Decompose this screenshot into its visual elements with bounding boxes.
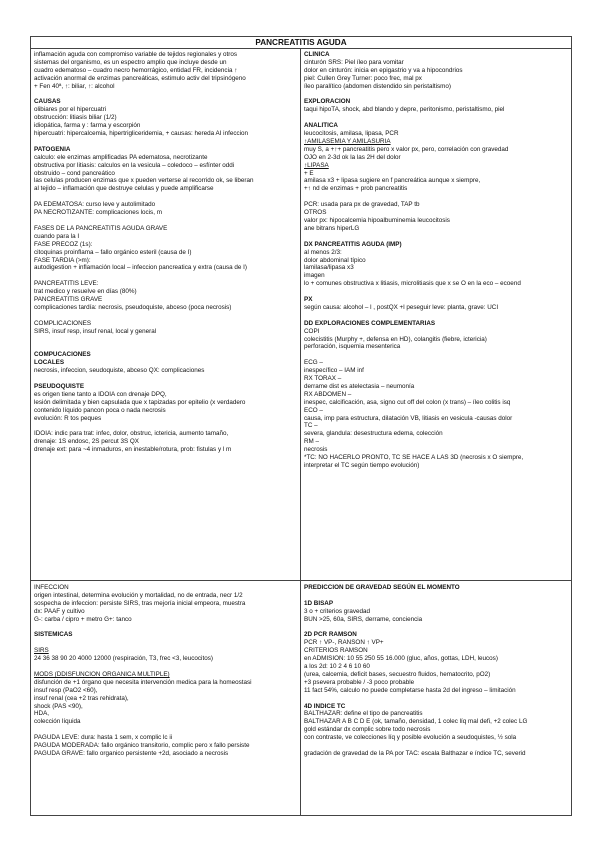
text-line: sospecha de infeccion: persiste SIRS, tras mejoría inicial empeora, muestra <box>34 599 246 607</box>
spacer <box>34 91 297 99</box>
text-line: ECG – <box>304 359 323 367</box>
text-line: disfunción de +1 órgano que necesita intervención medica para la homeostasi <box>34 678 252 686</box>
spacer <box>304 193 569 201</box>
text-line: gold estándar dx complic sobre todo necrosis <box>304 726 431 734</box>
text-line: necrosis, infeccion, seudoquiste, abceso QX: complicaciones <box>34 367 205 375</box>
spacer <box>34 138 297 146</box>
text-line: obstrucción: litiasis biliar (1/2) <box>34 114 117 122</box>
text-line: cinturón SRS: Piel íleo para vomitar <box>304 58 404 66</box>
text-line: dx: PAAF y cultivo <box>34 607 85 615</box>
text-line: RX ABDOMEN – <box>304 390 352 398</box>
text-line: dolor en cinturón: inicia en epigastrio y va a hipocondrios <box>304 66 463 74</box>
text-line: SIRS <box>34 647 49 655</box>
spacer <box>34 217 297 225</box>
text-line: necrosis <box>304 446 328 454</box>
text-line: ↑LIPASA <box>304 161 329 169</box>
text-line: lo + comunes obstructiva x litiasis, microlitiasis que x se O en la eco – ecoend <box>304 280 521 288</box>
text-line: causa, imp para estructura, dilatación VB, litiasis en vesicula -causas dolor <box>304 414 513 422</box>
text-line: obstruido – cond pancreático <box>34 169 115 177</box>
spacer <box>34 422 297 430</box>
text-line: FASE TARDIA (>m): <box>34 256 91 264</box>
text-line: a los 2d: 10 2 4 6 10 60 <box>304 663 370 671</box>
text-line: BALTHAZAR A B C D E (ok, tamaño, densidad, 1 colec líq mal defi, +2 colec LG <box>304 718 528 726</box>
section-heading: ANALITICA <box>304 122 338 130</box>
text-line: FASES DE LA PANCREATITIS AGUDA GRAVE <box>34 224 168 232</box>
section-heading: DD EXPLORACIONES COMPLEMENTARIAS <box>304 319 436 327</box>
text-line: valor px: hipocalcemia hipoalbuminemia leucocitosis <box>304 216 450 224</box>
text-line: ane bitrans hiperLG <box>304 224 360 232</box>
text-line: drenaje: 1S endosc, 2S percut 3S QX <box>34 438 140 446</box>
text-line: + E <box>304 169 314 177</box>
text-line: es origen tiene tanto a IDOIA con drenaje DPQ, <box>34 390 167 398</box>
text-line: shock (PAS <90), <box>34 702 83 710</box>
text-line: + Fen 40ª, ↑: biliar, ↑: alcohol <box>34 82 115 90</box>
text-line: (urea, calcemia, deficit bases, secuestro fluidos, hematocrito, pO2) <box>304 670 491 678</box>
text-line: leucocitosis, amilasa, lipasa, PCR <box>304 130 399 138</box>
text-line: cuando para la I <box>34 232 80 240</box>
text-line: INFECCION <box>34 584 69 591</box>
top-left-section <box>31 50 300 580</box>
text-line: derrame dist es atelectasia – neumonía <box>304 382 415 390</box>
text-line: piel: Cullen Grey Turner: poco frec, mal px <box>304 74 422 82</box>
text-line: en ADMISION: 10 55 250 55 16.000 (gluc, años, gottas, LDH, leucos) <box>304 655 498 663</box>
section-heading: 1D BISAP <box>304 599 334 607</box>
text-line: COPI <box>304 327 320 335</box>
spacer <box>304 742 569 750</box>
text-line: calculo: ele enzimas amplificadas PA edematosa, necrotizante <box>34 153 208 161</box>
text-line: lesión delimitada y bien capsulada que x tapizadas por epitelio (x verdadero <box>34 398 246 406</box>
text-line: taqui hipoTA, shock, abd blando y depre, peritonismo, peristaltismo, piel <box>304 106 505 114</box>
text-line: gradación de gravedad de la PA por TAC: escala Balthazar e índice TC, severid <box>304 749 526 757</box>
text-line: severa, glandula: desestructura edema, colección <box>304 430 443 438</box>
text-line: según causa: alcohol – l , postQX +l peseguir leve: planta, grave: UCI <box>304 303 499 311</box>
text-line: íleo paralítico (abdomen distendido sin peristaltismo) <box>304 82 452 90</box>
section-heading: 2D PCR RAMSON <box>304 631 357 639</box>
text-line: con contraste, ve colecciones líq y posible evolución a seudoquistes, ½ sola <box>304 734 517 742</box>
section-heading: LOCALES <box>34 359 65 367</box>
text-line: TC – <box>304 422 318 430</box>
text-line: 11 fact 54%, calculo no puede completarse hasta 2d del ingreso – limitación <box>304 686 516 694</box>
text-line: colecistitis (Murphy +, defensa en HD), colangitis (fiebre, ictericia) <box>304 335 487 343</box>
spacer <box>34 726 297 734</box>
spacer <box>304 91 569 99</box>
spacer <box>304 695 569 703</box>
text-line: ECO – <box>304 406 323 414</box>
spacer <box>304 312 569 320</box>
text-line: OJO en 2-3d ok la las 2H del dolor <box>304 153 401 161</box>
text-line: 24 36 38 90 20 4000 12000 (respiración, T3, frec <3, leucocitos) <box>34 655 213 663</box>
page-title: PANCREATITIS AGUDA <box>31 37 571 49</box>
text-line: interpretar el TC según tiempo evolución) <box>304 462 420 470</box>
text-line: +↑ nd de enzimas + prob pancreatitis <box>304 185 408 193</box>
text-line: origen intestinal, determina evolución y mortalidad, no de entrada, necr 1/2 <box>34 591 243 599</box>
text-line: insuf resp (PaO2 <60), <box>34 686 98 694</box>
text-line: autodigestion + inflamación local – infeccion pancreatica y extra (causa de I) <box>34 264 247 272</box>
section-heading: EXPLORACION <box>304 98 351 106</box>
text-line: complicaciones tardía: necrosis, pseudoquiste, abceso (poca necrosis) <box>34 303 232 311</box>
spacer <box>34 272 297 280</box>
text-line: evolución: R tos peques <box>34 414 102 422</box>
text-line: PANCREATITIS LEVE: <box>34 280 99 288</box>
text-line: BUN >25, 60a, SIRS, derrame, conciencia <box>304 615 423 623</box>
text-line: amilasa x3 + lipasa sugiere en f pancreática aunque x siempre, <box>304 177 481 185</box>
section-heading: PSEUDOQUISTE <box>34 382 85 390</box>
spacer <box>34 312 297 320</box>
text-line: PAGUDA MODERADA: fallo orgánico transitorio, complic pero x fallo persiste <box>34 742 250 750</box>
text-line: HDA, <box>34 710 50 718</box>
spacer <box>304 114 569 122</box>
spacer <box>34 193 297 201</box>
spacer <box>304 288 569 296</box>
text-line: COMPLICACIONES <box>34 319 92 327</box>
text-line: PA NECROTIZANTE: complicaciones locis, m <box>34 209 162 217</box>
text-line: hipercuatri: hipercalcemia, hipertrigliceridemia, + causas: hereda AI infeccion <box>34 130 249 138</box>
section-divider <box>31 580 571 581</box>
text-line: SIRS, insuf resp, insuf renal, local y general <box>34 327 157 335</box>
text-line: FASE PRECOZ (1s): <box>34 240 93 248</box>
spacer <box>34 639 297 647</box>
text-line: ↑AMILASEMIA Y AMILASURIA <box>304 137 391 145</box>
spacer <box>34 375 297 383</box>
text-line: perforación, isquemia mesenterica <box>304 343 401 351</box>
text-line: *TC: NO HACERLO PRONTO, TC SE HACE A LAS 3D (necrosis x O siempre, <box>304 454 524 462</box>
text-line: 3 o + criterios gravedad <box>304 607 370 615</box>
section-heading: CLINICA <box>304 51 330 58</box>
section-heading: PREDICCION DE GRAVEDAD SEGÚN EL MOMENTO <box>304 584 460 591</box>
text-line: RM – <box>304 438 320 446</box>
text-line: trat medico y resuelve en días (80%) <box>34 288 137 296</box>
section-heading: 4D INDICE TC <box>304 702 346 710</box>
text-line: citoquinas proinflama – fallo orgánico esteril (causa de I) <box>34 248 192 256</box>
spacer <box>304 592 569 600</box>
text-line: obstructiva por litiasis: calculos en la vesicula – coledoco – esfínter oddi <box>34 161 235 169</box>
text-line: muy S, a +↑+ pancreatitis pero x valor px, pero, correlación con gravedad <box>304 145 509 153</box>
spacer <box>34 663 297 671</box>
text-line: PCR: usada para px de gravedad, TAP tb <box>304 201 420 209</box>
text-line: imagen <box>304 272 325 280</box>
text-line: PAGUDA LEVE: dura: hasta 1 sem, x complic lc ii <box>34 734 173 742</box>
text-line: CRITERIOS RAMSON <box>304 647 368 655</box>
text-line: PCR ↑ VP-, RANSON ↑ VP+ <box>304 639 384 647</box>
section-heading: SISTEMICAS <box>34 631 73 639</box>
text-line: PAGUDA GRAVE: fallo organico persistente +2d, asociado a necrosis <box>34 749 229 757</box>
bottom-right-section <box>301 583 572 815</box>
spacer <box>304 624 569 632</box>
text-line: BALTHAZAR: define el tipo de pancreatitis <box>304 710 423 718</box>
top-right-section <box>301 50 572 580</box>
text-line: cuadro edematoso – cuadro necro hemorrágico, entidad FR, incidencia ↑ <box>34 66 238 74</box>
text-line: PA EDEMATOSA: curso leve y autolimitado <box>34 201 156 209</box>
text-line: dolor abdominal típico <box>304 256 366 264</box>
text-line: PANCREATITIS GRAVE <box>34 296 103 304</box>
section-heading: PX <box>304 296 313 304</box>
spacer <box>304 351 569 359</box>
text-line: sistemas del organismo, es un espectro amplio que incluye desde un <box>34 58 227 66</box>
text-line: olibiares por el hipercuatri <box>34 106 107 114</box>
text-line: contenido líquido pancon poca o nada necrosis <box>34 406 166 414</box>
section-heading: COMPUCACIONES <box>34 351 91 359</box>
text-line: inflamación aguda con compromiso variable de tejidos regionales y otros <box>34 51 238 58</box>
text-line: MODS (DDISFUNCION ORGANICA MULTIPLE) <box>34 670 170 678</box>
text-line: OTROS <box>304 209 327 217</box>
text-line: lamilasa/lipasa x3 <box>304 264 354 272</box>
text-line: al tejido – inflamación que destruye celulas y puede amplificarse <box>34 185 214 193</box>
document-page <box>30 36 572 816</box>
text-line: IDOIA: indic para trat: infec, dolor, obstruc, ictericia, aumento tamaño, <box>34 430 229 438</box>
section-heading: PATOGENIA <box>34 145 71 153</box>
spacer <box>34 624 297 632</box>
spacer <box>34 336 297 344</box>
text-line: inespec, calcificación, asa, signo cut off del colon (x trans) – íleo colitis isq <box>304 398 511 406</box>
spacer <box>34 343 297 351</box>
text-line: colección líquida <box>34 718 81 726</box>
text-line: RX TORAX – <box>304 375 342 383</box>
section-heading: DX PANCREATITIS AGUDA (IMP) <box>304 240 402 248</box>
spacer <box>304 233 569 241</box>
text-line: G-: carba / cipro + metro G+: tanco <box>34 615 132 623</box>
text-line: inespecífico – IAM inf <box>304 367 364 375</box>
bottom-left-section <box>31 583 300 815</box>
text-line: activación anormal de enzimas pancreáticas, estimulo activ del tripsinógeno <box>34 74 246 82</box>
text-line: +3 psevera probable / -3 poco probable <box>304 678 415 686</box>
text-line: drenaje ext: para ~4 inmaduros, en inestable/rotura, prob: fistulas y l m <box>34 446 232 454</box>
text-line: insuf renal (cea +2 tras rehidrata), <box>34 694 129 702</box>
text-line: idiopática, farma y : farma y escorpión <box>34 122 141 130</box>
section-heading: CAUSAS <box>34 98 61 106</box>
text-line: las celulas producen enzimas que x pueden verterse al recorrido ok, se liberan <box>34 177 254 185</box>
text-line: al menos 2/3: <box>304 248 342 256</box>
